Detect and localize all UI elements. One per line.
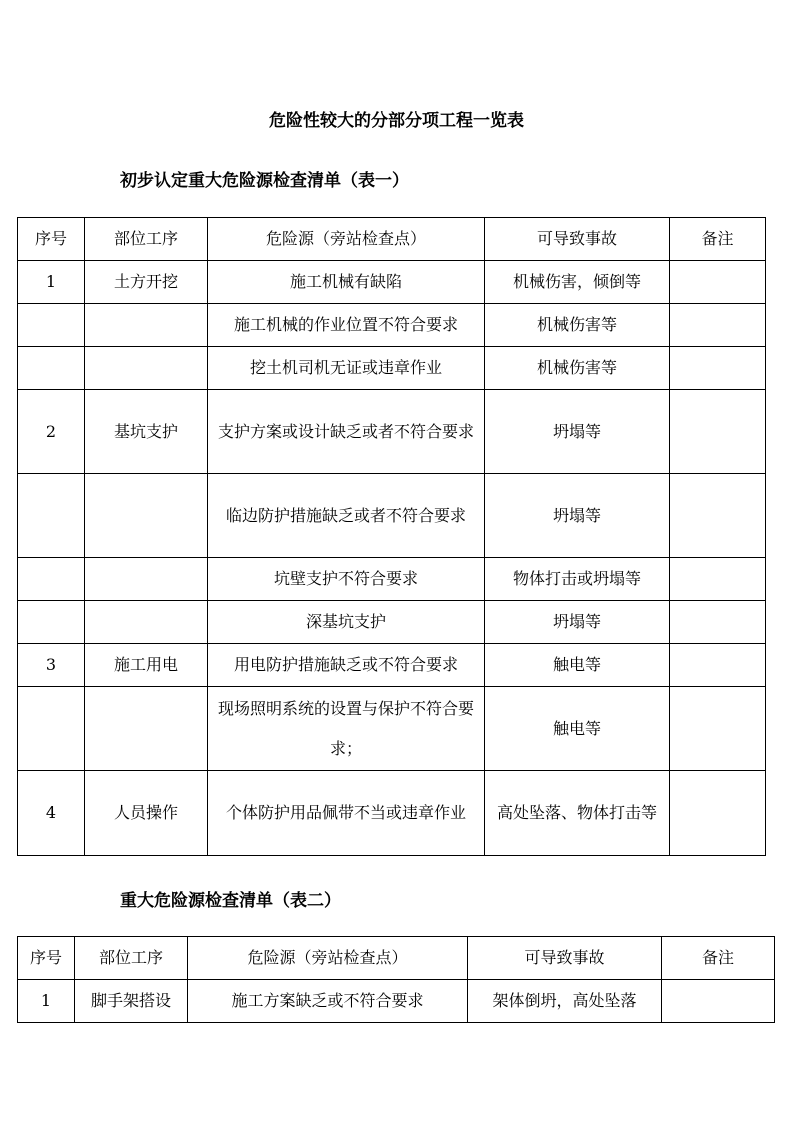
cell-index: 4 [18,771,85,856]
table1-caption: 初步认定重大危险源检查清单（表一） [120,171,409,191]
table-row [18,980,775,1023]
cell-index [18,474,85,558]
cell-accident: 机械伤害，倾倒等 [485,261,670,304]
cell-accident: 坍塌等 [485,601,670,644]
cell-hazard: 坑壁支护不符合要求 [208,558,485,601]
header-hazard: 危险源（旁站检查点） [208,218,485,261]
cell-process [85,687,208,771]
cell-remark [670,347,766,390]
cell-accident: 坍塌等 [485,390,670,474]
header-hazard: 危险源（旁站检查点） [188,937,468,980]
cell-remark [670,644,766,687]
cell-hazard: 深基坑支护 [208,601,485,644]
cell-hazard: 施工方案缺乏或不符合要求 [188,980,468,1023]
cell-remark [670,601,766,644]
header-process: 部位工序 [85,218,208,261]
cell-process: 施工用电 [85,644,208,687]
cell-hazard: 临边防护措施缺乏或者不符合要求 [208,474,485,558]
cell-accident: 高处坠落、物体打击等 [485,771,670,856]
table-row [18,687,766,771]
cell-hazard: 支护方案或设计缺乏或者不符合要求 [208,390,485,474]
header-row [18,937,775,980]
table-row [18,771,766,856]
table-row [18,474,766,558]
cell-index [18,347,85,390]
cell-accident: 坍塌等 [485,474,670,558]
cell-hazard: 施工机械的作业位置不符合要求 [208,304,485,347]
header-remark: 备注 [662,937,775,980]
cell-process [85,304,208,347]
cell-remark [670,304,766,347]
cell-index: 1 [18,261,85,304]
cell-process [85,601,208,644]
cell-accident: 机械伤害等 [485,304,670,347]
cell-accident: 触电等 [485,644,670,687]
cell-remark [662,980,775,1023]
cell-hazard: 用电防护措施缺乏或不符合要求 [208,644,485,687]
header-row [18,218,766,261]
header-accident: 可导致事故 [468,937,662,980]
header-process: 部位工序 [75,937,188,980]
hazard-table-1 [17,217,766,856]
cell-process: 土方开挖 [85,261,208,304]
cell-accident: 触电等 [485,687,670,771]
header-index: 序号 [18,218,85,261]
cell-process [85,558,208,601]
table2-caption: 重大危险源检查清单（表二） [120,891,341,911]
cell-index [18,558,85,601]
cell-process: 人员操作 [85,771,208,856]
cell-index [18,304,85,347]
cell-remark [670,558,766,601]
cell-hazard: 施工机械有缺陷 [208,261,485,304]
cell-process [85,474,208,558]
cell-hazard: 现场照明系统的设置与保护不符合要求； [208,687,485,771]
cell-remark [670,771,766,856]
cell-remark [670,261,766,304]
cell-hazard: 个体防护用品佩带不当或违章作业 [208,771,485,856]
cell-remark [670,390,766,474]
table-row [18,601,766,644]
cell-hazard: 挖土机司机无证或违章作业 [208,347,485,390]
table-row [18,390,766,474]
cell-accident: 物体打击或坍塌等 [485,558,670,601]
cell-index [18,687,85,771]
table-row [18,304,766,347]
cell-index: 2 [18,390,85,474]
header-accident: 可导致事故 [485,218,670,261]
cell-index: 3 [18,644,85,687]
cell-process [85,347,208,390]
table-row [18,558,766,601]
header-remark: 备注 [670,218,766,261]
cell-accident: 机械伤害等 [485,347,670,390]
hazard-table-2 [17,936,775,1023]
header-index: 序号 [18,937,75,980]
cell-accident: 架体倒坍，高处坠落 [468,980,662,1023]
table-row [18,261,766,304]
cell-index [18,601,85,644]
cell-process: 脚手架搭设 [75,980,188,1023]
table-row [18,347,766,390]
cell-index: 1 [18,980,75,1023]
table-row [18,644,766,687]
cell-remark [670,687,766,771]
page-title: 危险性较大的分部分项工程一览表 [269,111,524,131]
cell-remark [670,474,766,558]
cell-process: 基坑支护 [85,390,208,474]
